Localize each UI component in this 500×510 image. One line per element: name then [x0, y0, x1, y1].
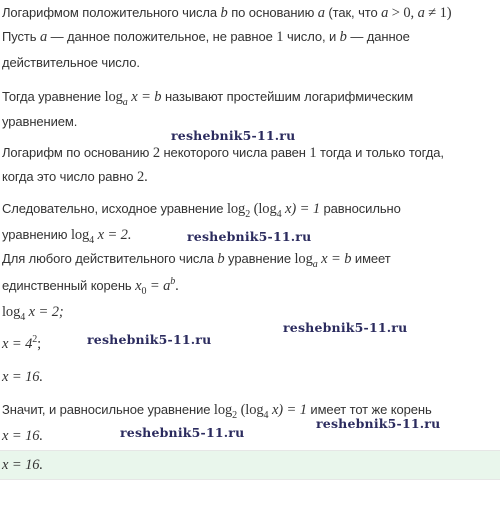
text: имеет тот же корень	[306, 402, 432, 417]
math-text: ≠ 1)	[424, 5, 452, 21]
text: по основанию	[227, 5, 318, 20]
solution-step	[2, 336, 41, 352]
math-one: 1	[276, 29, 284, 45]
math-sub: 4	[20, 311, 26, 323]
text: уравнением.	[2, 114, 78, 129]
math-sup: b	[170, 276, 176, 288]
math-expr: x) = 1	[285, 201, 320, 217]
text: тогда и только тогда,	[316, 145, 444, 160]
equation-line	[2, 114, 77, 130]
math-sub: 4	[263, 409, 269, 421]
text: — данное	[346, 29, 410, 44]
text: Логарифм по основанию	[2, 145, 153, 160]
math-sub: 0	[141, 285, 147, 297]
text: единственный корень	[2, 278, 136, 293]
watermark: reshebnik5-11.ru	[171, 128, 296, 143]
text: (так, что	[324, 5, 382, 20]
math-expr: x = 2;	[28, 304, 64, 320]
watermark: reshebnik5-11.ru	[120, 425, 245, 440]
answer	[2, 457, 43, 473]
math-sub: a	[312, 258, 318, 270]
math-two: 2	[152, 145, 160, 161]
math-semi: ;	[37, 336, 42, 352]
text: действительное число.	[2, 55, 140, 70]
text: — данное положительное, не равное	[47, 29, 277, 44]
math-two: 2.	[136, 169, 148, 185]
answer-expr: x = 16.	[2, 457, 43, 473]
definition-line	[2, 5, 452, 21]
math-log: log	[2, 304, 21, 320]
math-log: log	[258, 201, 277, 217]
math-log: log	[226, 201, 246, 217]
math-log: log	[245, 402, 264, 418]
math-expr: x = 16.	[2, 428, 43, 444]
definition-line	[2, 55, 140, 71]
solution-step	[2, 369, 43, 385]
text: Следовательно, исходное уравнение	[2, 201, 227, 216]
answer-box	[0, 451, 500, 479]
text: когда это число равно	[2, 169, 137, 184]
watermark: reshebnik5-11.ru	[87, 332, 212, 347]
text: число, и	[283, 29, 340, 44]
text: равносильно	[319, 201, 401, 216]
math-sub: 2	[232, 409, 238, 421]
math-sup: 2	[32, 334, 38, 346]
equivalence-line	[2, 227, 132, 246]
text: Тогда уравнение	[2, 89, 105, 104]
math-sub: 2	[245, 208, 251, 220]
math-paren: (	[253, 201, 259, 217]
text: уравнению	[2, 227, 71, 242]
rule-line	[2, 145, 444, 161]
math-a: a	[381, 5, 389, 21]
solution-step	[2, 428, 43, 444]
math-sub: a	[122, 96, 128, 108]
math-log: log	[104, 89, 123, 105]
math-expr: x = b	[321, 251, 352, 267]
math-b: b	[339, 29, 347, 45]
definition-line	[2, 29, 410, 45]
text: Пусть	[2, 29, 40, 44]
math-x: x	[135, 278, 142, 294]
math-log: log	[70, 227, 90, 243]
text: Логарифмом положительного числа	[2, 5, 221, 20]
math-expr: x = 16.	[2, 369, 43, 385]
watermark: reshebnik5-11.ru	[316, 416, 441, 431]
math-b: b	[220, 5, 228, 21]
watermark: reshebnik5-11.ru	[187, 229, 312, 244]
math-sub: 4	[276, 208, 282, 220]
math-expr: x = 4	[2, 336, 33, 352]
math-expr: = a	[146, 278, 171, 294]
math-a: a	[39, 29, 48, 45]
text: Для любого действительного числа	[2, 251, 218, 266]
watermark: reshebnik5-11.ru	[283, 320, 408, 335]
math-log: log	[213, 402, 233, 418]
rule-line	[2, 169, 148, 185]
text: Значит, и равносильное уравнение	[2, 402, 214, 417]
equation-line	[2, 89, 414, 108]
root-line	[2, 276, 179, 297]
root-line	[2, 251, 391, 270]
text: некоторого числа равен	[159, 145, 310, 160]
math-b: b	[217, 251, 225, 267]
math-expr: x) = 1	[271, 402, 307, 418]
math-expr: x = b	[131, 89, 162, 105]
math-a: a	[417, 5, 425, 21]
text: называют простейшим логарифмическим	[161, 89, 414, 104]
math-one: 1	[309, 145, 317, 161]
math-sub: 4	[89, 234, 95, 246]
math-dot: .	[175, 278, 179, 294]
text: имеет	[351, 251, 391, 266]
math-expr: x = 2.	[97, 227, 132, 243]
equivalence-line	[2, 201, 401, 220]
divider	[0, 479, 500, 480]
text: уравнение	[224, 251, 295, 266]
math-log: log	[294, 251, 313, 267]
math-paren: (	[240, 402, 246, 418]
solution-step	[2, 304, 64, 323]
math-a: a	[317, 5, 325, 21]
math-text: > 0,	[388, 5, 418, 21]
